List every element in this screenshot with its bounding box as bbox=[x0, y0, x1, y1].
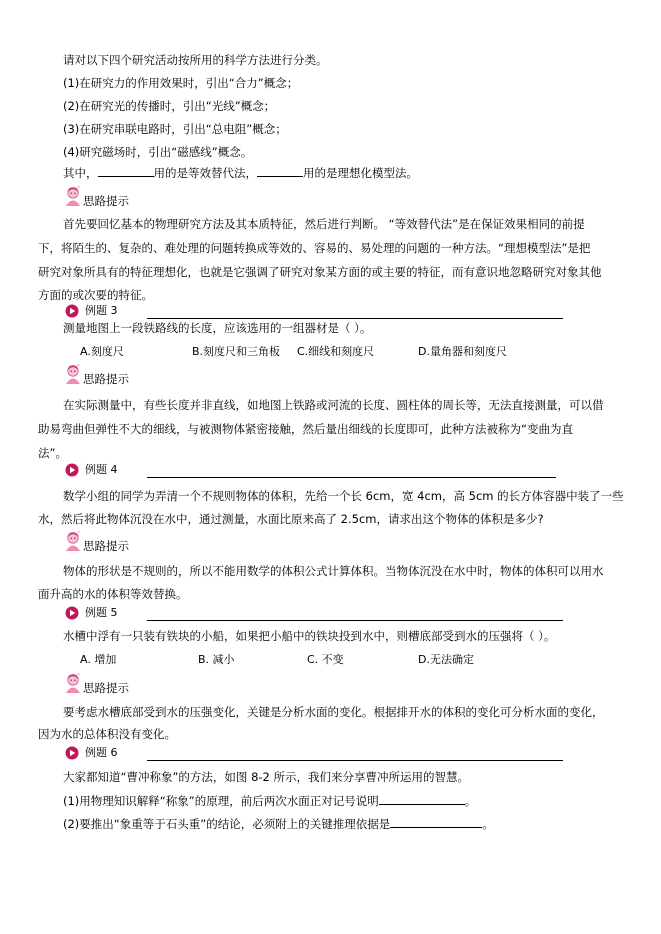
sub-2-end: 。 bbox=[482, 817, 494, 831]
example-4-question-line: 数学小组的同学为弄清一个不规则物体的体积，先给一个长 6cm，宽 4cm，高 5cm 的长方体容器中装了一些 bbox=[63, 489, 624, 503]
hint-text-line: 方面的或次要的特征。 bbox=[38, 288, 153, 302]
example-5-header bbox=[63, 605, 563, 621]
hint-text-line: 物体的形状是不规则的，所以不能用数学的体积公式计算体积。当物体沉没在水中时，物体的体积可以用水 bbox=[63, 564, 604, 578]
example-6-sub-1 bbox=[63, 792, 476, 809]
example-4-question-line: 水，然后将此物体沉没在水中，通过测量，水面比原来高了 2.5cm，请求出这个物体的体积是多少? bbox=[38, 512, 544, 526]
intro-question: 请对以下四个研究活动按所用的科学方法进行分类。 bbox=[63, 53, 328, 67]
thinking-girl-icon bbox=[63, 671, 83, 695]
answer-blank-3[interactable] bbox=[379, 792, 465, 805]
play-triangle-icon bbox=[65, 606, 79, 620]
option-c[interactable]: C. 不变 bbox=[307, 653, 344, 666]
sub-1-text: (1)用物理知识解释“称象”的原理，前后两次水面正对记号说明 bbox=[63, 794, 379, 808]
option-a[interactable]: A. 增加 bbox=[80, 653, 117, 666]
play-triangle-icon bbox=[65, 463, 79, 477]
example-divider bbox=[147, 620, 563, 621]
example-5-question: 水槽中浮有一只装有铁块的小船，如果把小船中的铁块投到水中，则槽底部受到水的压强将（ ）。 bbox=[63, 629, 556, 643]
answer-blank-2[interactable] bbox=[257, 164, 303, 177]
example-4-title: 例题 4 bbox=[85, 463, 118, 476]
option-b[interactable]: B. 减小 bbox=[198, 653, 235, 666]
hint-text-line: 首先要回忆基本的物理研究方法及其本质特征，然后进行判断。 “等效替代法”是在保证效果相同的前提 bbox=[63, 217, 585, 231]
option-d[interactable]: D.量角器和刻度尺 bbox=[418, 345, 507, 358]
example-3-question: 测量地图上一段铁路线的长度，应该选用的一组器材是（ ）。 bbox=[63, 321, 372, 335]
hint-text-line: 助易弯曲但弹性不大的细线，与被测物体紧密接触，然后量出细线的长度即可，此种方法被称为“变曲为直 bbox=[38, 422, 573, 436]
hint-label: 思路提示 bbox=[83, 681, 129, 695]
intro-item-1: (1)在研究力的作用效果时，引出“合力”概念； bbox=[63, 76, 299, 90]
hint-text-line: 法”。 bbox=[38, 446, 67, 460]
thinking-girl-icon bbox=[63, 184, 83, 208]
intro-item-3: (3)在研究串联电路时，引出“总电阻”概念； bbox=[63, 122, 287, 136]
hint-text-line: 因为水的总体积没有变化。 bbox=[38, 727, 176, 741]
example-divider bbox=[147, 477, 556, 478]
option-d[interactable]: D.无法确定 bbox=[418, 653, 474, 666]
hint-text-line: 下，将陌生的、复杂的、难处理的问题转换成等效的、容易的、易处理的问题的一种方法。“理想模型法”是把 bbox=[38, 241, 591, 255]
example-6-title: 例题 6 bbox=[85, 746, 118, 759]
hint-text-line: 面升高的水的体积等效替换。 bbox=[38, 587, 188, 601]
sub-2-text: (2)要推出“象重等于石头重”的结论，必须附上的关键推理依据是 bbox=[63, 817, 391, 831]
example-6-header bbox=[63, 745, 563, 761]
example-6-sub-2 bbox=[63, 815, 494, 832]
option-c[interactable]: C.细线和刻度尺 bbox=[297, 345, 375, 358]
example-4-header bbox=[63, 462, 556, 478]
option-a[interactable]: A.刻度尺 bbox=[80, 345, 124, 358]
fill-suffix: 用的是理想化模型法。 bbox=[303, 166, 418, 180]
option-b[interactable]: B.刻度尺和三角板 bbox=[192, 345, 281, 358]
hint-header bbox=[63, 362, 183, 388]
hint-header bbox=[63, 184, 183, 210]
hint-label: 思路提示 bbox=[83, 372, 129, 386]
example-3-title: 例题 3 bbox=[85, 304, 118, 317]
sub-1-end: 。 bbox=[464, 794, 477, 808]
hint-text-line: 研究对象所具有的特征理想化，也就是它强调了研究对象某方面的或主要的特征，而有意识地忽略研究对象其他 bbox=[38, 265, 602, 279]
answer-blank-4[interactable] bbox=[390, 815, 482, 828]
intro-item-4: (4)研究磁场时，引出“磁感线”概念。 bbox=[63, 145, 253, 159]
hint-text-line: 在实际测量中，有些长度并非直线，如地图上铁路或河流的长度、圆柱体的周长等，无法直接测量，可以借 bbox=[63, 398, 604, 412]
example-divider bbox=[147, 318, 563, 319]
hint-header bbox=[63, 671, 183, 697]
example-3-header bbox=[63, 303, 563, 319]
answer-blank-1[interactable] bbox=[98, 164, 154, 177]
intro-fill-line bbox=[63, 164, 418, 181]
play-triangle-icon bbox=[65, 304, 79, 318]
example-divider bbox=[147, 760, 563, 761]
example-6-question: 大家都知道“曹冲称象”的方法，如图 8-2 所示，我们来分享曹冲所运用的智慧。 bbox=[63, 770, 470, 784]
hint-header bbox=[63, 529, 183, 555]
intro-item-2: (2)在研究光的传播时，引出“光线”概念； bbox=[63, 99, 276, 113]
hint-label: 思路提示 bbox=[83, 194, 129, 208]
hint-label: 思路提示 bbox=[83, 539, 129, 553]
fill-middle: 用的是等效替代法， bbox=[153, 166, 257, 180]
fill-prefix: 其中， bbox=[63, 166, 98, 180]
thinking-girl-icon bbox=[63, 362, 83, 386]
hint-text-line: 要考虑水槽底部受到水的压强变化，关键是分析水面的变化。根据排开水的体积的变化可分析水面的变化， bbox=[63, 705, 604, 719]
example-5-title: 例题 5 bbox=[85, 606, 118, 619]
thinking-girl-icon bbox=[63, 529, 83, 553]
play-triangle-icon bbox=[65, 746, 79, 760]
